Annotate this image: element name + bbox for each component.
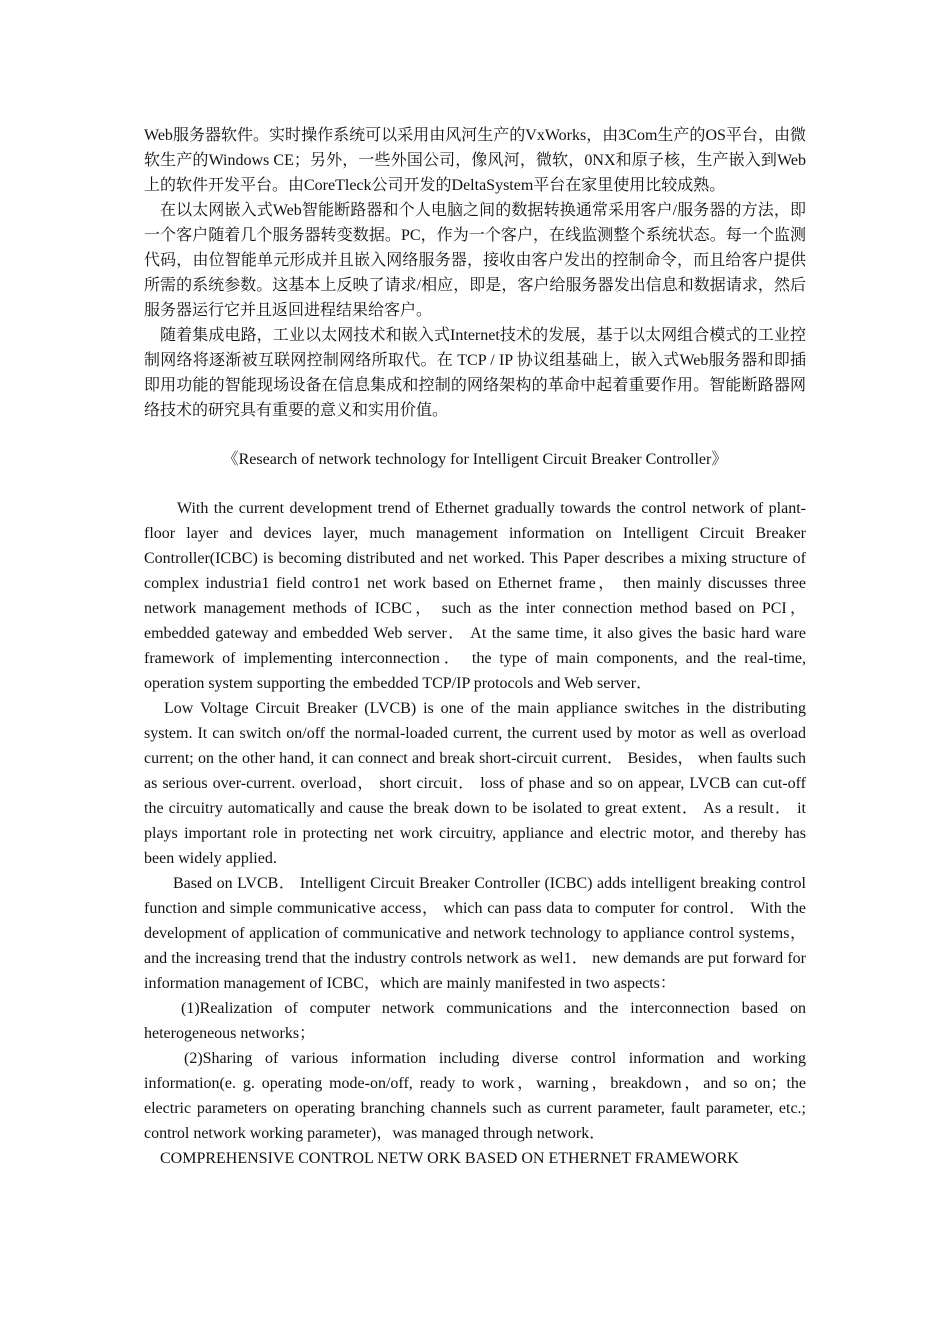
chinese-paragraph-2: 在以太网嵌入式Web智能断路器和个人电脑之间的数据转换通常采用客户/服务器的方法，即一个客户随着几个服务器转变数据。PC，作为一个客户，在线监测整个系统状态。每一个监测代码，由位智能单元形成并且嵌入网络服务器，接收由客户发出的控制命令，而且给客户提供所需的系统参数。这基本上反映了请求/相应，即是，客户给服务器发出信息和数据请求，然后服务器运行它并且返回进程结果给客户。 xyxy=(144,202,806,319)
english-paragraph-3: Based on LVCB． Intelligent Circuit Breaker Controller (ICBC) adds intelligent breaking control function and simple communicative access， which can pass data to computer for control． With the development of application of communicative and network technology to appliance control systems， and the increasing trend that the industry controls network as wel1． new demands are put forward for information management of ICBC，which are mainly manifested in two aspects： xyxy=(144,875,807,992)
chinese-paragraph-1: Web服务器软件。实时操作系统可以采用由风河生产的VxWorks，由3Com生产的OS平台，由微软生产的Windows CE；另外，一些外国公司，像风河，微软，0NX和原子核，生产嵌入到Web上的软件开发平台。由CoreTleck公司开发的DeltaSystem平台在家里使用比较成熟。 xyxy=(144,127,806,194)
english-title: 《Research of network technology for Intelligent Circuit Breaker Controller》 xyxy=(222,451,728,468)
english-paragraph-1: With the current development trend of Ethernet gradually towards the control network of plant-floor layer and devices layer, much management information on Intelligent Circuit Breaker Controller(ICBC) is becoming distributed and net worked. This Paper describes a mixing structure of complex industria1 field contro1 net work based on Ethernet frame， then mainly discusses three network management methods of ICBC， such as the inter connection method based on PCI， embedded gateway and embedded Web server． At the same time, it also gives the basic hard ware framework of implementing interconnection． the type of main components, and the real-time, operation system supporting the embedded TCP/IP protocols and Web server． xyxy=(144,500,806,692)
english-paragraph-5: (2)Sharing of various information including diverse control information and working information(e. g. operating mode-on/off, ready to work，warning，breakdown，and so on；the electric parameters on operating branching channels such as current parameter, fault parameter, etc.; control network working parameter)，was managed through network． xyxy=(144,1050,806,1142)
english-paragraph-2: Low Voltage Circuit Breaker (LVCB) is one of the main appliance switches in the distributing system. It can switch on/off the normal-loaded current, the current used by motor as well as overload current; on the other hand, it can connect and break short-circuit current． Besides， when faults such as serious over-current. overload， short circuit． loss of phase and so on appear, LVCB can cut-off the circuitry automatically and cause the break down to be isolated to great extent． As a result． it plays important role in protecting net work circuitry, appliance and electric motor, and thereby has been widely applied. xyxy=(144,700,806,867)
chinese-paragraph-3: 随着集成电路，工业以太网技术和嵌入式Internet技术的发展，基于以太网组合模式的工业控制网络将逐渐被互联网控制网络所取代。在 TCP / IP 协议组基础上，嵌入式Web服务器和即插即用功能的智能现场设备在信息集成和控制的网络架构的革命中起着重要作用。智能断路器网络技术的研究具有重要的意义和实用价值。 xyxy=(144,327,806,419)
document-page xyxy=(144,123,806,1171)
english-paragraph-4: (1)Realization of computer network communications and the interconnection based on heterogeneous networks； xyxy=(144,1000,806,1042)
section-heading: COMPREHENSIVE CONTROL NETW ORK BASED ON ETHERNET FRAMEWORK xyxy=(160,1150,739,1167)
